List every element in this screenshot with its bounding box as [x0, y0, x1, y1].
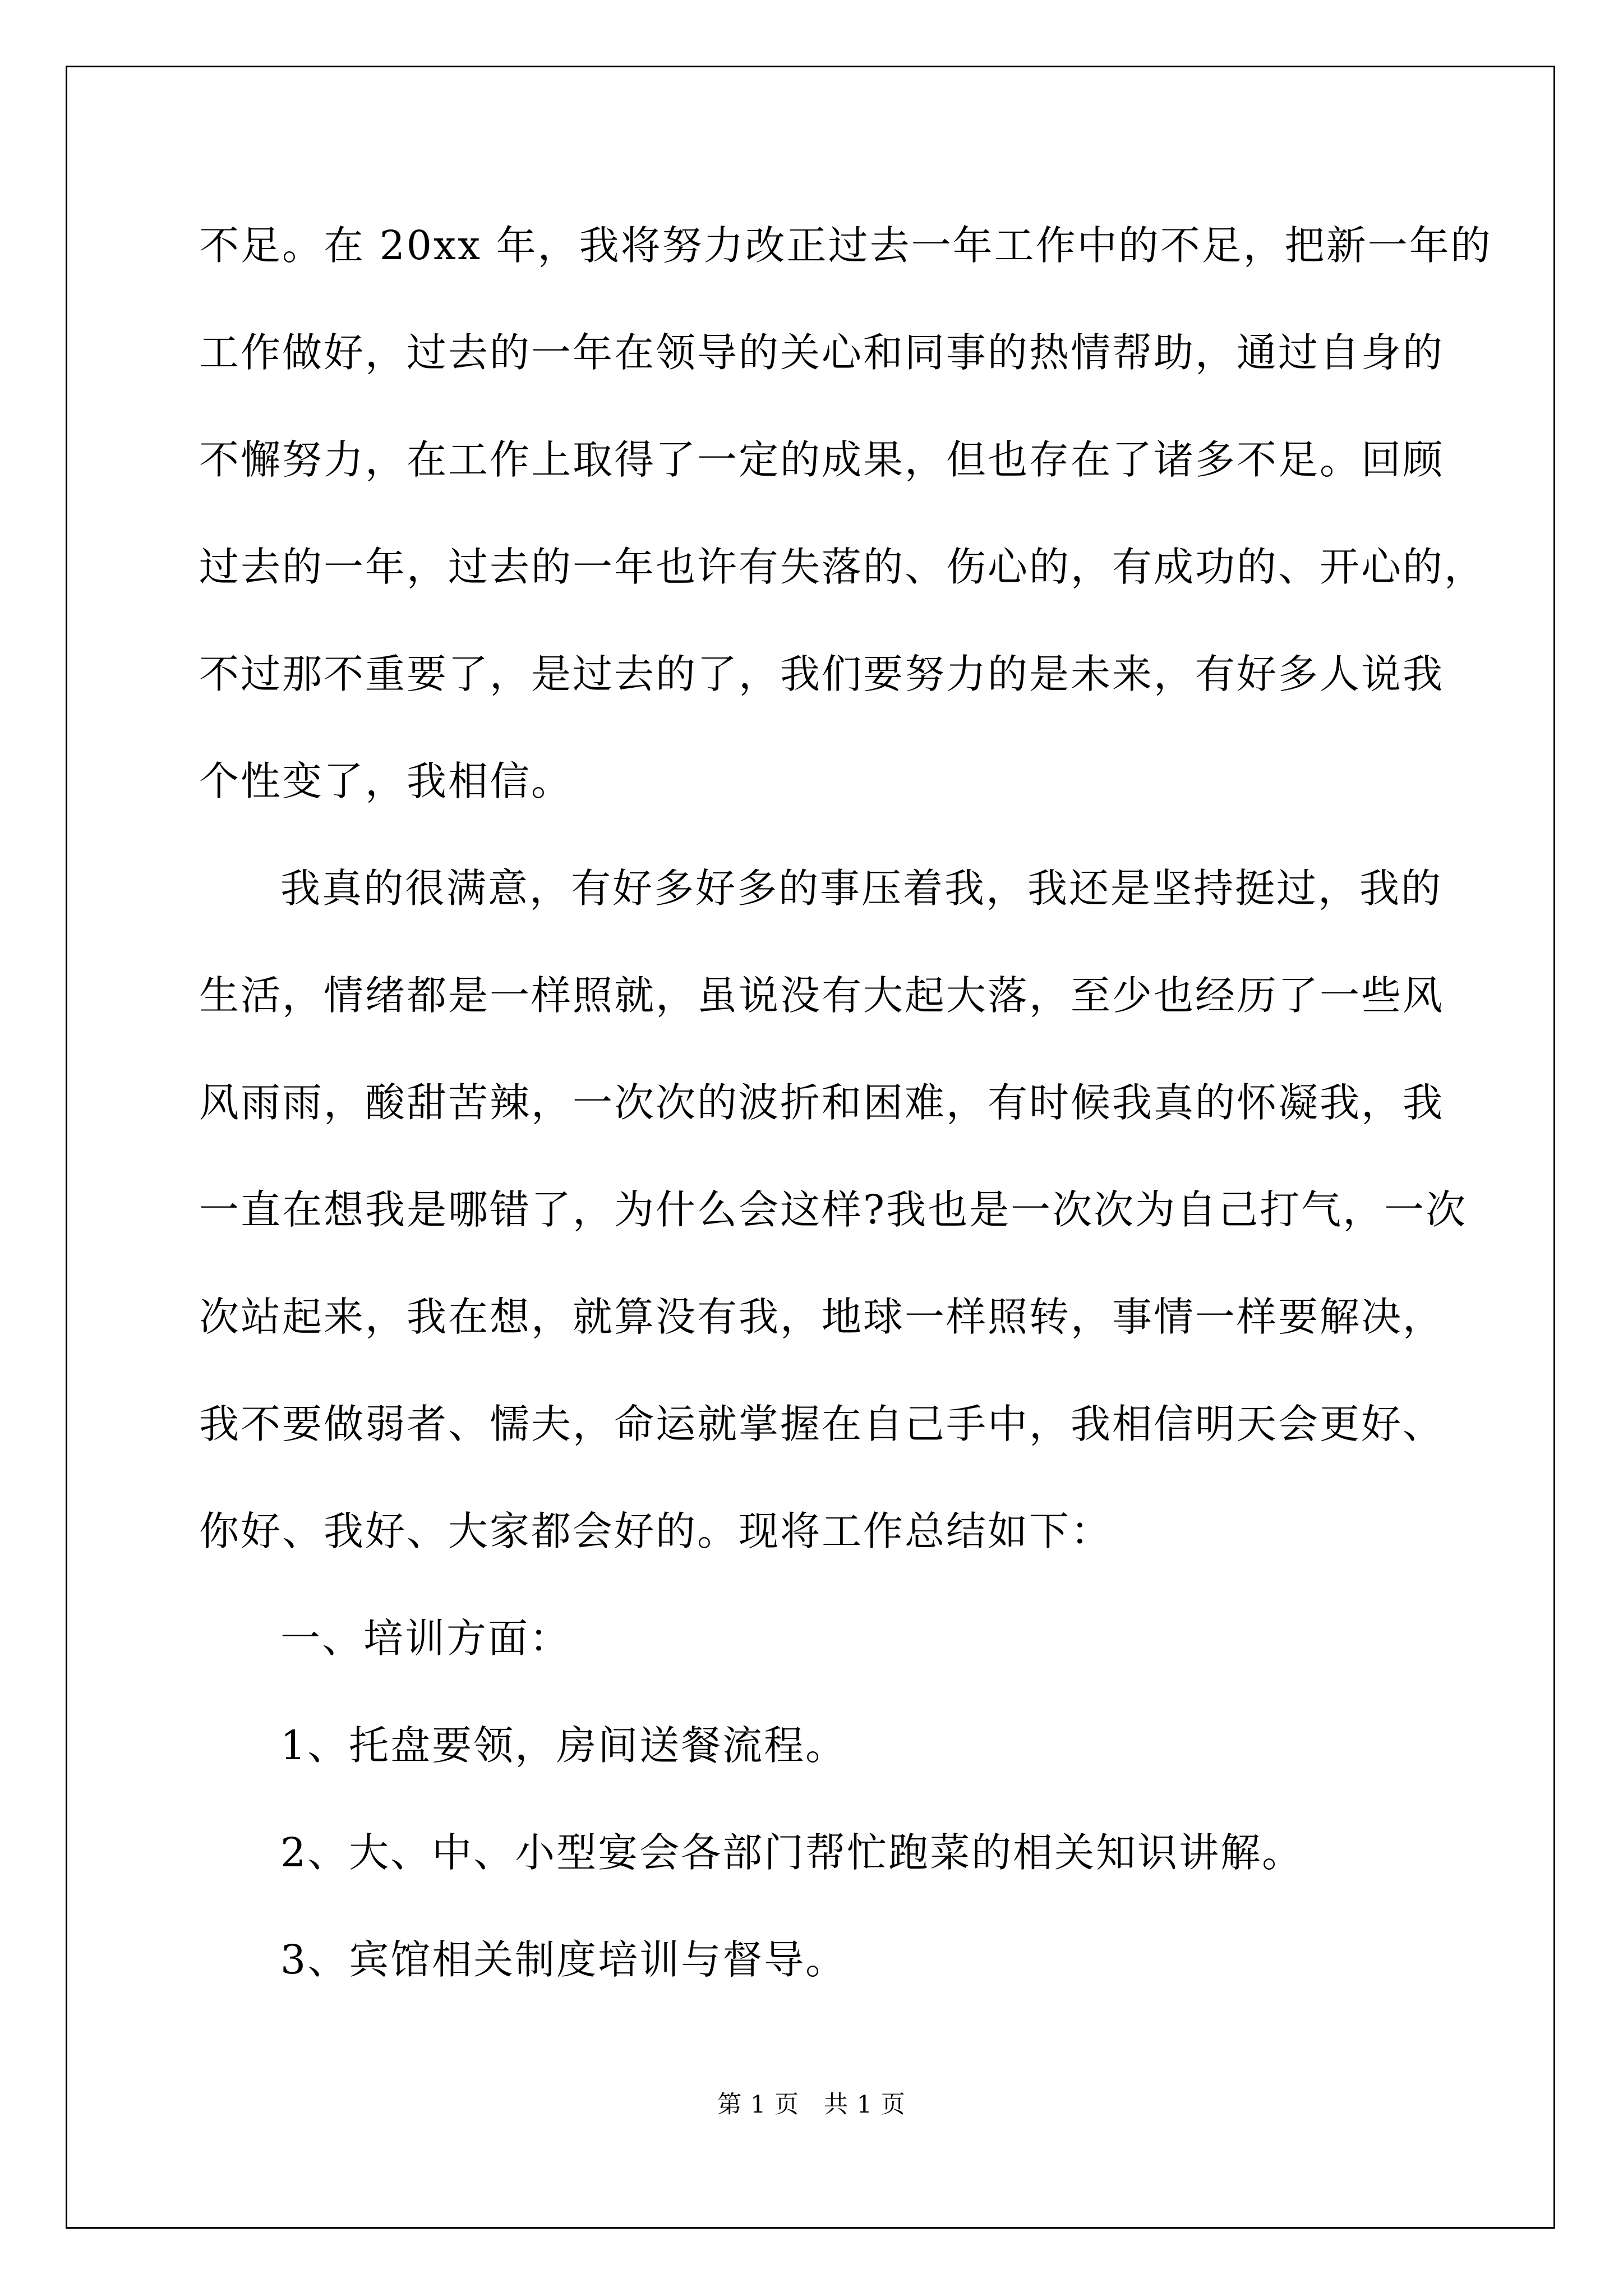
page-footer: 第 1 页 共 1 页: [717, 2091, 906, 2119]
paragraph-first-line: 我真的很满意，有好多好多的事压着我，我还是坚持挺过，我的: [280, 865, 1443, 912]
text-line: 过去的一年，过去的一年也许有失落的、伤心的，有成功的、开心的，: [199, 544, 1486, 590]
list-item: 2、大、中、小型宴会各部门帮忙跑菜的相关知识讲解。: [280, 1829, 1304, 1876]
text-line: 不足。在 20xx 年，我将努力改正过去一年工作中的不足，把新一年的: [199, 222, 1492, 269]
text-line: 生活，情绪都是一样照就，虽说没有大起大落，至少也经历了一些风: [199, 972, 1445, 1019]
text-line: 风雨雨，酸甜苦辣，一次次的波折和困难，有时候我真的怀凝我，我: [199, 1079, 1445, 1126]
text-line: 我不要做弱者、懦夫，命运就掌握在自己手中，我相信明天会更好、: [199, 1401, 1445, 1447]
list-item: 3、宾馆相关制度培训与督导。: [280, 1936, 847, 1983]
text-line: 个性变了，我相信。: [199, 758, 573, 804]
text-line: 不懈努力，在工作上取得了一定的成果，但也存在了诸多不足。回顾: [199, 436, 1445, 483]
text-line: 你好、我好、大家都会好的。现将工作总结如下：: [199, 1508, 1113, 1554]
section-heading: 一、培训方面：: [280, 1615, 571, 1662]
text-line: 工作做好，过去的一年在领导的关心和同事的热情帮助，通过自身的: [199, 329, 1445, 376]
list-item: 1、托盘要领，房间送餐流程。: [280, 1722, 847, 1769]
page-border: [66, 66, 1555, 2229]
text-line: 次站起来，我在想，就算没有我，地球一样照转，事情一样要解决，: [199, 1294, 1445, 1340]
text-line: 不过那不重要了，是过去的了，我们要努力的是未来，有好多人说我: [199, 651, 1445, 697]
text-line: 一直在想我是哪错了，为什么会这样?我也是一次次为自己打气，一次: [199, 1186, 1468, 1233]
